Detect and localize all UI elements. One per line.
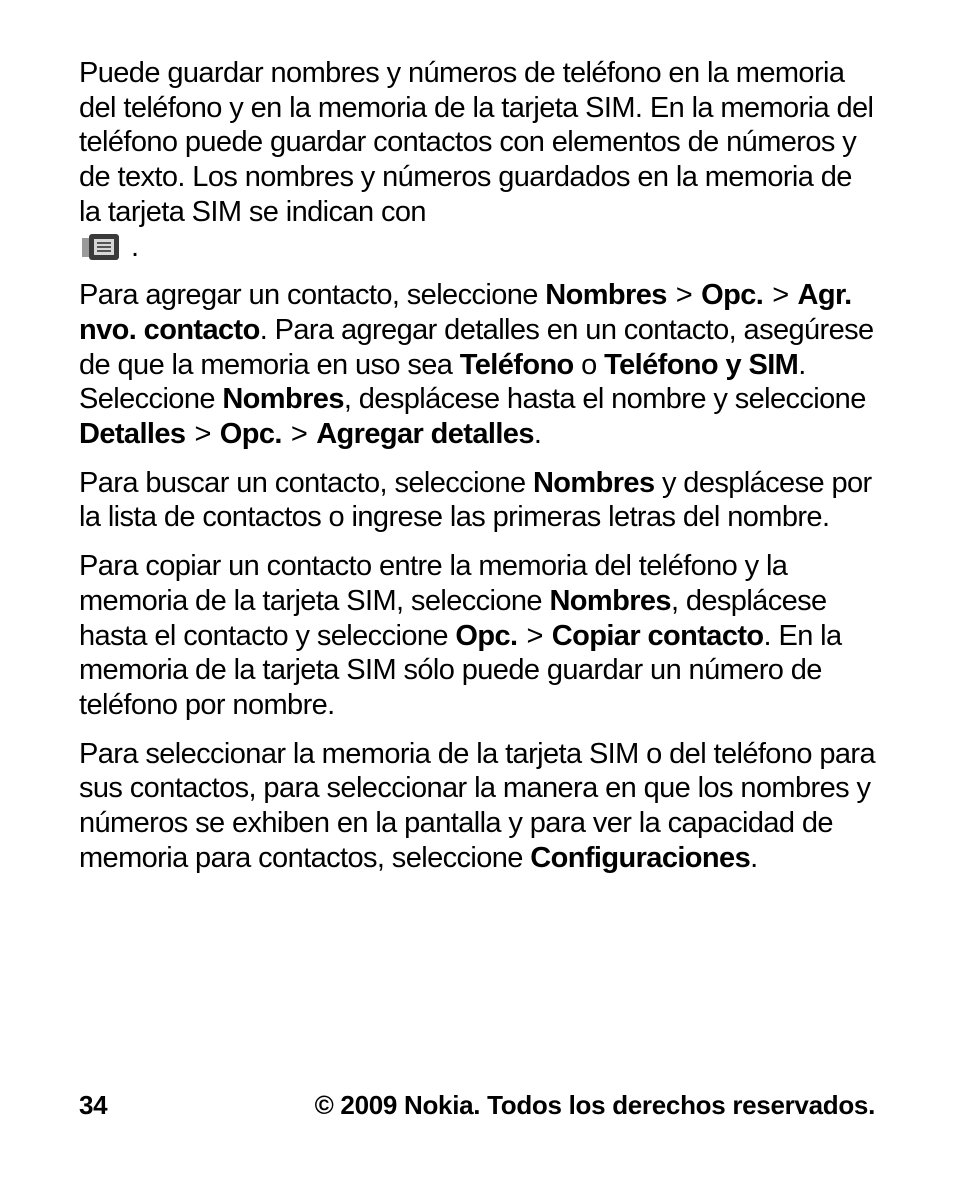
sim-card-icon [79, 232, 121, 262]
text: , desplácese hasta el nombre y seleccione [343, 383, 866, 416]
menu-detalles: Detalles [79, 418, 186, 451]
text: y desplácese por la lista de contactos o ingrese las primeras letras del nombre. [79, 466, 872, 534]
menu-nombres: Nombres [222, 383, 344, 416]
paragraph-copy-contact [79, 549, 879, 723]
text: o [581, 348, 597, 381]
menu-agr-nvo-contacto: Agr. nvo. contacto [79, 279, 852, 346]
menu-copiar-contacto: Copiar contacto [551, 619, 764, 652]
menu-nombres: Nombres [549, 584, 671, 617]
path-separator: > [290, 418, 308, 451]
path-separator: > [772, 279, 789, 312]
text: . [533, 418, 542, 451]
text: Para seleccionar la memoria de la tarjeta SIM o del teléfono para sus contactos, para seleccionar la manera en que los nombres y números se exhiben en la pantalla y para ver la capacidad de memoria para contactos, seleccione [79, 737, 875, 874]
copyright-notice: © 2009 Nokia. Todos los derechos reservados. [314, 1090, 875, 1120]
paragraph-text: Puede guardar nombres y números de teléfono en la memoria del teléfono y en la memoria de la tarjeta SIM. En la memoria del teléfono puede guardar contactos con elementos de números y de texto. Los nombres y números guardados en la memoria de la tarjeta SIM se indican con [79, 57, 874, 228]
paragraph-search-contact [79, 466, 879, 535]
paragraph-add-contact [79, 278, 879, 452]
paragraph-memory-info [79, 56, 879, 264]
path-separator: > [675, 279, 693, 312]
text: Para copiar un contacto entre la memoria del teléfono y la memoria de la tarjeta SIM, seleccione [79, 550, 788, 617]
text: . [750, 841, 758, 874]
page-content [79, 56, 879, 889]
text: . En la memoria de la tarjeta SIM sólo puede guardar un número de teléfono por nombre. [79, 619, 842, 721]
menu-opc: Opc. [219, 418, 282, 451]
menu-opc: Opc. [701, 279, 764, 312]
menu-opc: Opc. [455, 619, 518, 652]
text: , desplácese hasta el contacto y seleccione [79, 584, 827, 652]
option-telefono-y-sim: Teléfono y SIM [604, 348, 799, 381]
menu-nombres: Nombres [532, 466, 655, 499]
menu-agregar-detalles: Agregar detalles [316, 418, 534, 451]
sentence-end: . [131, 230, 139, 263]
page-number: 34 [79, 1090, 108, 1120]
paragraph-settings [79, 737, 879, 876]
path-separator: > [194, 418, 211, 451]
text: Para agregar un contacto, seleccione [79, 279, 538, 312]
menu-nombres: Nombres [545, 279, 667, 312]
text: . Seleccione [79, 348, 806, 416]
text: Para buscar un contacto, seleccione [79, 466, 526, 499]
text: . Para agregar detalles en un contacto, asegúrese de que la memoria en uso sea [79, 313, 874, 381]
menu-configuraciones: Configuraciones [530, 841, 751, 874]
path-separator: > [526, 619, 543, 652]
option-telefono: Teléfono [459, 348, 574, 381]
